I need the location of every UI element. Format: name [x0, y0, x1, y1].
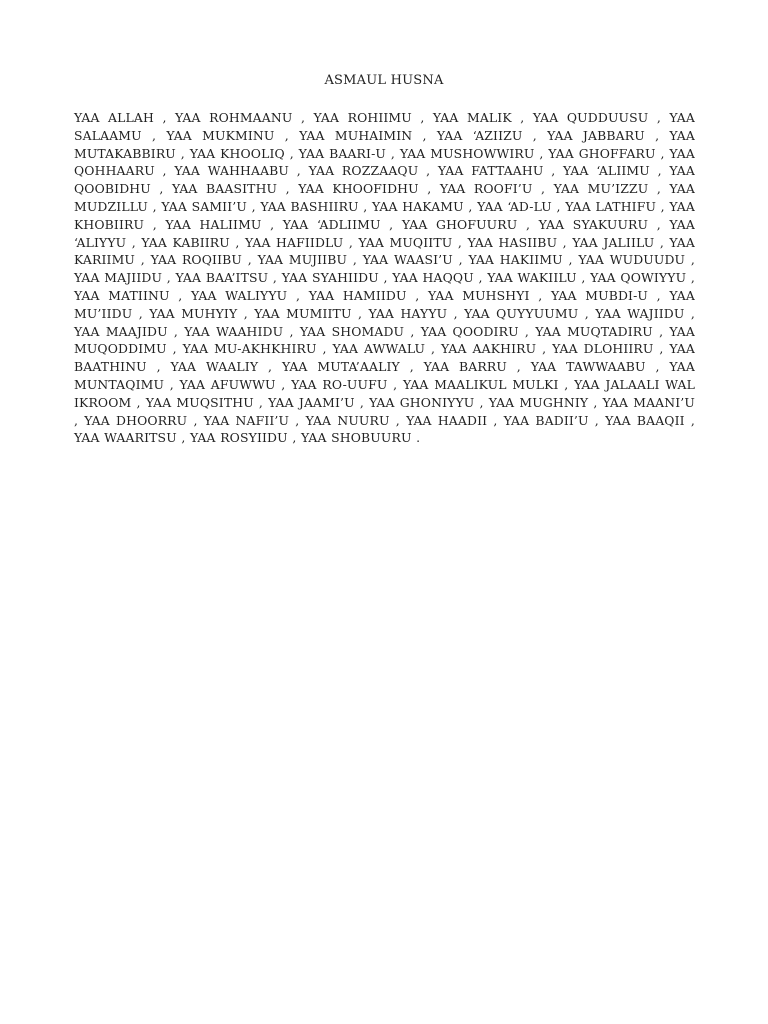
document-title: ASMAUL HUSNA — [324, 73, 444, 88]
document-body: YAA ALLAH , YAA ROHMAANU , YAA ROHIIMU , YAA MALIK , YAA QUDDUUSU , YAA SALAAMU , YAA MUKMINU , YAA MUHAIMIN , YAA ‘AZIIZU , YAA JABBARU , YAA MUTAKABBIRU , YAA KHOOLIQ , YAA BAARI-U , YAA MUSHOWWIRU , YAA GHOFFARU , YAA QOHHAARU , YAA WAHHAABU , YAA ROZZAAQU , YAA FATTAAHU , YAA ‘ALIIMU , YAA QOOBIDHU , YAA BAASITHU , YAA KHOOFIDHU , YAA ROOFI’U , YAA MU’IZZU , YAA MUDZILLU , YAA SAMII’U , YAA BASHIIRU , YAA HAKAMU , YAA ‘AD-LU , YAA LATHIFU , YAA KHOBIIRU , YAA HALIIMU , YAA ‘ADLIIMU , YAA GHOFUURU , YAA SYAKUURU , YAA ‘ALIYYU , YAA KABIIRU , YAA HAFIIDLU , YAA MUQIITU , YAA HASIIBU , YAA JALIILU , YAA KARIIMU , YAA ROQIIBU , YAA MUJIIBU , YAA WAASI’U , YAA HAKIIMU , YAA WUDUUDU , YAA MAJIIDU , YAA BAA’ITSU , YAA SYAHIIDU , YAA HAQQU , YAA WAKIILU , YAA QOWIYYU , YAA MATIINU , YAA WALIYYU , YAA HAMIIDU , YAA MUHSHYI , YAA MUBDI-U , YAA MU’IIDU , YAA MUHYIY , YAA MUMIITU , YAA HAYYU , YAA QUYYUUMU , YAA WAJIIDU , YAA MAAJIDU , YAA WAAHIDU , YAA SHOMADU , YAA QOODIRU , YAA MUQTADIRU , YAA MUQODDIMU , YAA MU-AKHKHIRU , YAA AWWALU , YAA AAKHIRU , YAA DLOHIIRU , YAA BAATHINU , YAA WAALIY , YAA MUTA’AALIY , YAA BARRU , YAA TAWWAABU , YAA MUNTAQIMU , YAA AFUWWU , YAA RO-UUFU , YAA MAALIKUL MULKI , YAA JALAALI WAL IKROOM , YAA MUQSITHU , YAA JAAMI’U , YAA GHONIYYU , YAA MUGHNIY , YAA MAANI’U , YAA DHOORRU , YAA NAFII’U , YAA NUURU , YAA HAADII , YAA BADII’U , YAA BAAQII , YAA WAARITSU , YAA ROSYIIDU , YAA SHOBUURU . — [74, 110, 695, 446]
